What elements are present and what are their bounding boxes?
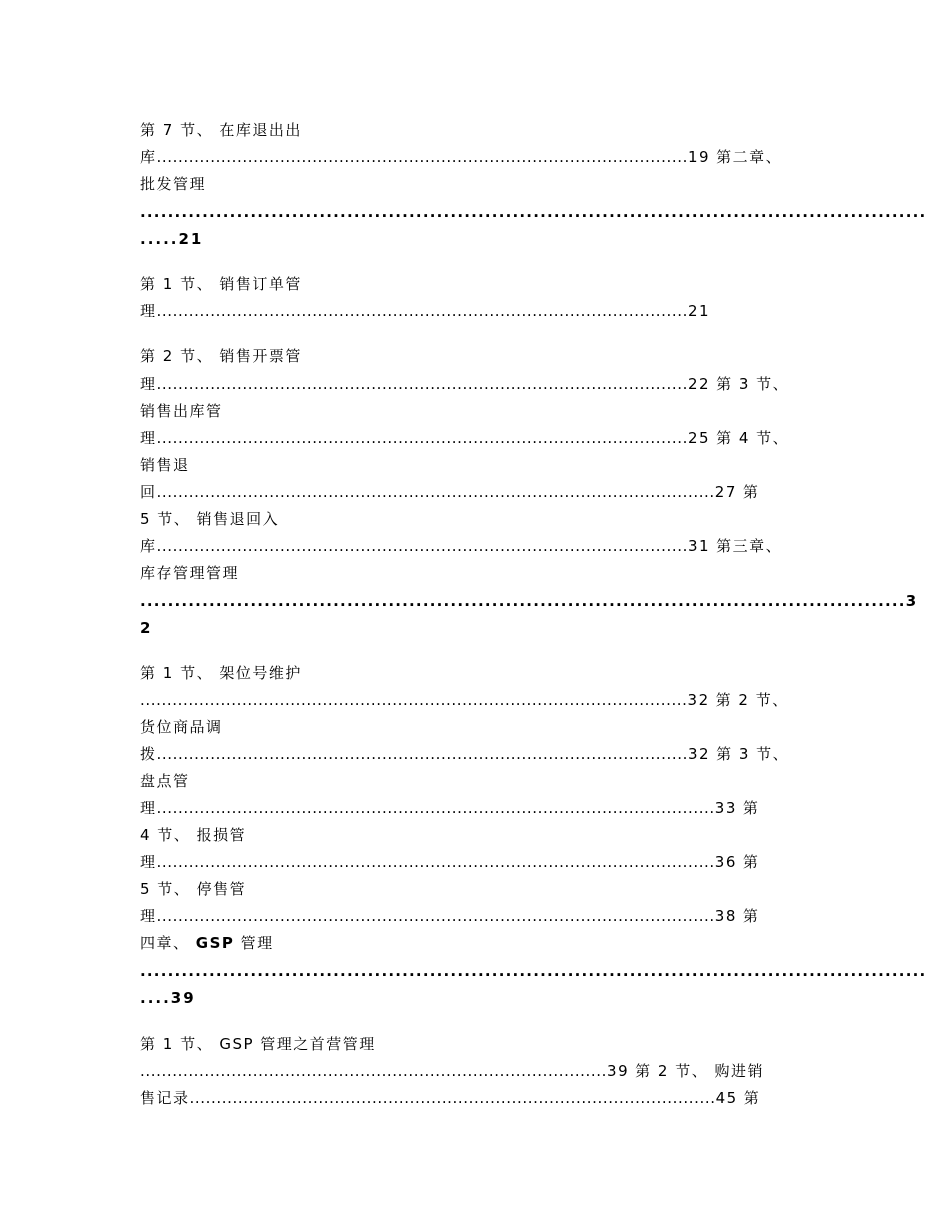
page-number: ....39 <box>140 989 196 1007</box>
page-number: 32 <box>687 691 710 709</box>
toc-entry: 拨...................................................................................................32 第 3 节、 <box>140 745 790 763</box>
dot-leader: ................................................................................................... <box>156 302 688 320</box>
toc-entry: 理...................................................................................................21 <box>140 302 711 320</box>
toc-entry: 回........................................................................................................27 第 <box>140 483 760 501</box>
page-number: 33 <box>714 799 737 817</box>
dot-leader: ................................................................................................... <box>156 537 688 555</box>
toc-entry: 理...................................................................................................22 第 3 节、 <box>140 375 790 393</box>
toc-line: 第 1 节、 销售订单管 <box>140 275 302 293</box>
dot-leader: ................................................................................................... <box>156 148 688 166</box>
toc-line: 库存管理管理 <box>140 564 240 582</box>
page-number: 21 <box>687 302 711 320</box>
dot-leader: ........................................................................................................ <box>156 799 715 817</box>
dot-leader: .................................................................................................................. <box>140 962 927 980</box>
toc-line: 5 节、 销售退回入 <box>140 510 280 528</box>
dot-leader: ................................................................................................... <box>156 429 688 447</box>
page-number: 36 <box>714 853 737 871</box>
toc-entry: 理........................................................................................................38 第 <box>140 907 760 925</box>
toc-entry: 库...................................................................................................19 第二章、 <box>140 148 783 166</box>
page-number: 31 <box>687 537 711 555</box>
toc-line: 销售退 <box>140 456 190 474</box>
dot-leader: ................................................................................................... <box>156 375 688 393</box>
dot-leader: ............................................................................................................... <box>140 592 906 610</box>
toc-entry: .......................................................................................39 第 2 节、 购进销 <box>140 1062 764 1080</box>
toc-entry: 理...................................................................................................25 第 4 节、 <box>140 429 790 447</box>
toc-line: 第 7 节、 在库退出出 <box>140 121 302 139</box>
toc-line: 批发管理 <box>140 175 207 193</box>
dot-leader: ....................................................................................... <box>140 1062 608 1080</box>
toc-line: 销售出库管 <box>140 402 223 420</box>
page-number: 39 <box>607 1062 630 1080</box>
page-number: 19 <box>687 148 711 166</box>
page-number: 32 <box>687 745 711 763</box>
dot-leader: ................................................................................................... <box>156 745 688 763</box>
dot-leader: .................................................................................................. <box>189 1089 716 1107</box>
toc-entry: 库...................................................................................................31 第三章、 <box>140 537 783 555</box>
toc-line: 第 1 节、 GSP 管理之首营管理 <box>140 1035 376 1053</box>
dot-leader: ........................................................................................................ <box>156 483 715 501</box>
toc-line: 货位商品调 <box>140 718 223 736</box>
toc-line: 第 2 节、 销售开票管 <box>140 347 302 365</box>
page-number: 25 <box>687 429 711 447</box>
toc-line: 第 1 节、 架位号维护 <box>140 664 302 682</box>
toc-entry: 售记录..................................................................................................45 第 <box>140 1089 761 1107</box>
page-number: 22 <box>687 375 711 393</box>
page-number: 27 <box>714 483 737 501</box>
toc-line: 5 节、 停售管 <box>140 880 247 898</box>
dot-leader: ...................................................................................................... <box>140 691 688 709</box>
page-number: 38 <box>714 907 737 925</box>
page-number: 3 <box>905 592 919 610</box>
dot-leader: ........................................................................................................ <box>156 853 715 871</box>
toc-line: 四章、 GSP 管理 <box>140 934 274 952</box>
toc-line: 盘点管 <box>140 772 190 790</box>
dot-leader: ........................................................................................................ <box>156 907 715 925</box>
dot-leader: .................................................................................................................. <box>140 203 927 221</box>
toc-entry: ......................................................................................................32 第 2 节、 <box>140 691 789 709</box>
toc-entry: 理........................................................................................................33 第 <box>140 799 760 817</box>
page-number: .....21 <box>140 230 204 248</box>
page-number: 2 <box>140 619 153 637</box>
toc-entry <box>140 591 919 611</box>
page-number: 45 <box>715 1089 738 1107</box>
toc-line: 4 节、 报损管 <box>140 826 247 844</box>
toc-entry: 理........................................................................................................36 第 <box>140 853 760 871</box>
